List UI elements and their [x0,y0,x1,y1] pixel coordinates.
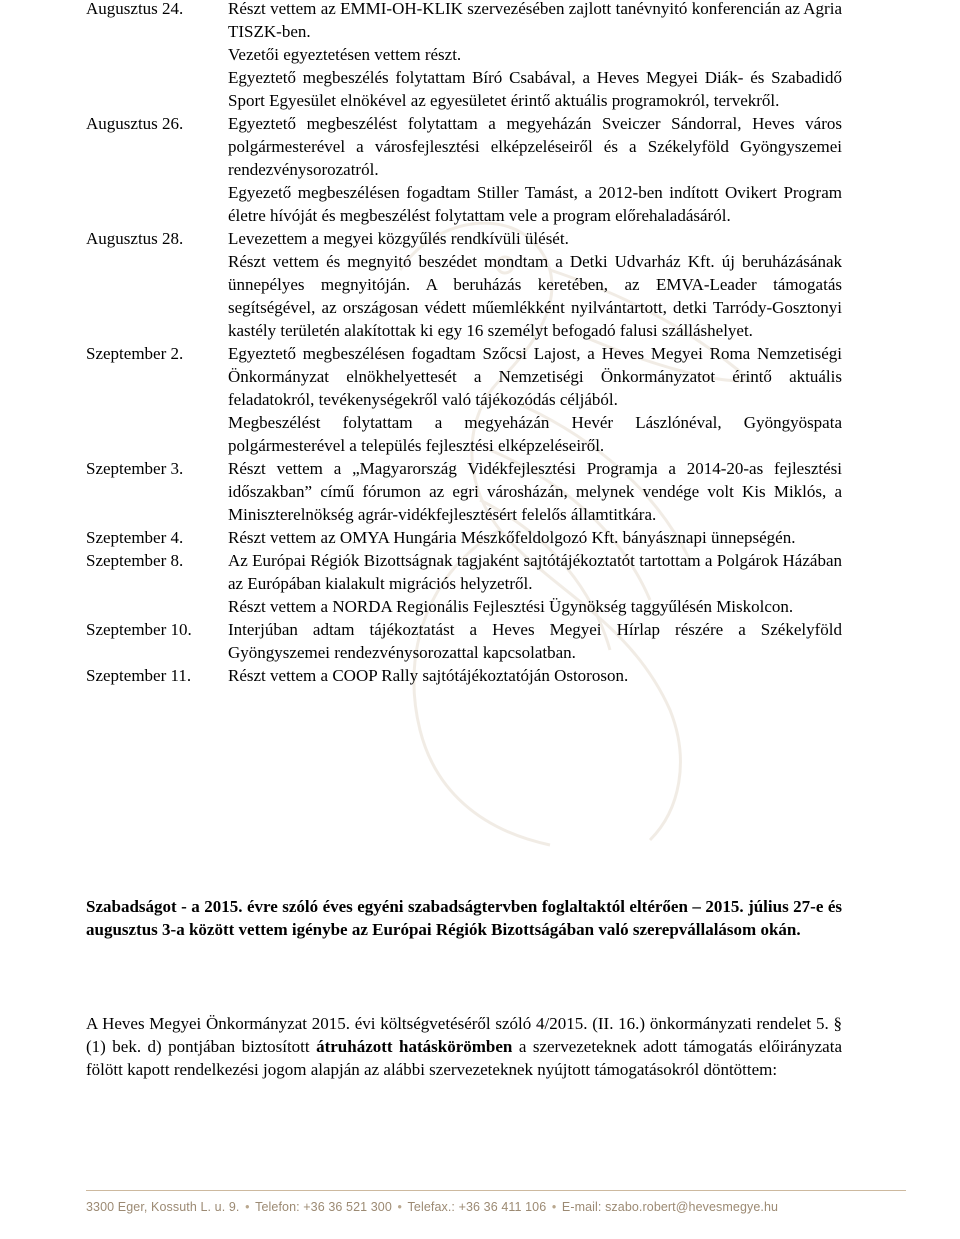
entry-paragraph: Részt vettem az OMYA Hungária Mészkőfeldolgozó Kft. bányásznapi ünnepségén. [228,528,796,547]
entry-date: Szeptember 8. [86,551,184,570]
entry-date: Augusztus 24. [86,0,184,18]
entry-body [228,664,842,687]
entry-paragraph: Egyeztető megbeszélést folytattam a megyeházán Sveiczer Sándorral, Heves város polgármesterével a városfejlesztési elképzeléseiről és a Székelyföld Gyöngyszemei rendezvénysorozatról. [228,114,842,179]
footer-fax: Telefax.: +36 36 411 106 [407,1200,547,1214]
entry-paragraph: Egyeztető megbeszélés folytattam Bíró Csabával, a Heves Megyei Diák- és Szabadidő Sport Egyesület elnökével az egyesületet érintő aktuális programokról, tervekről. [228,68,842,110]
footer [86,1200,906,1214]
footer-separator: • [548,1200,560,1214]
log-entry [86,227,842,342]
closing-paragraph [86,1012,842,1081]
entry-paragraph: Egyezető megbeszélésen fogadtam Stiller Tamást, a 2012-ben indított Ovikert Program életre hívóját és megbeszélést folytattam vele a program előrehaladásáról. [228,183,842,225]
entry-paragraph: Részt vettem a NORDA Regionális Fejlesztési Ügynökség taggyűlésén Miskolcon. [228,597,794,616]
entry-paragraph: Vezetői egyeztetésen vettem részt. [228,45,462,64]
entry-paragraph: Egyeztető megbeszélésen fogadtam Szőcsi Lajost, a Heves Megyei Roma Nemzetiségi Önkormányzat elnökhelyettesét a Nemzetiségi Önkormányzatot érintő aktuális feladatokról, tevékenységekről való tájékozódás céljából. [228,344,842,409]
footer-separator: • [241,1200,254,1214]
entry-body [228,549,842,618]
activity-log [86,0,842,687]
footer-phone: Telefon: +36 36 521 300 [255,1200,392,1214]
entry-paragraph: Részt vettem és megnyitó beszédet mondtam a Detki Udvarház Kft. új beruházásának ünnepélyes megnyitóján. A beruházás keretében, az EMVA-Leader támogatás segítségével, az országosan védett műemlékként nyilvántartott, detki Tarródy-Gosztonyi kastély területén alakítottak ki egy 16 személyt befogadó falusi szálláshelyet. [228,252,842,340]
log-entry [86,112,842,227]
entry-paragraph: Részt vettem az EMMI-OH-KLIK szervezésében zajlott tanévnyitó konferencián az Agria TISZK-ben. [228,0,842,41]
entry-date: Szeptember 10. [86,620,192,639]
entry-body [228,112,842,227]
entry-date: Augusztus 28. [86,229,184,248]
closing-text-start: A Heves Megyei Önkormányzat 2015. évi költségvetéséről szóló 4/2015. (II. 16.) önkormányzati rendelet 5. § (1) bek. d) pontjában biztosított [86,1014,842,1056]
entry-body [228,618,842,664]
entry-date: Szeptember 3. [86,459,184,478]
leave-note: Szabadságot - a 2015. évre szóló éves egyéni szabadságtervben foglaltaktól eltérően – 2015. július 27-e és augusztus 3-a között vettem igénybe az Európai Régiók Bizottságában való szerepvállalásom okán. [86,897,842,939]
entry-paragraph: Interjúban adtam tájékoztatást a Heves Megyei Hírlap részére a Székelyföld Gyöngyszemei rendezvénysorozattal kapcsolatban. [228,620,842,662]
log-entry [86,549,842,618]
log-entry [86,457,842,526]
footer-email: E-mail: szabo.robert@hevesmegye.hu [561,1200,779,1214]
footer-address: 3300 Eger, Kossuth L. u. 9. [86,1200,240,1214]
entry-paragraph: Levezettem a megyei közgyűlés rendkívüli ülését. [228,229,569,248]
entry-body [228,227,842,342]
log-entry [86,526,842,549]
entry-paragraph: Megbeszélést folytattam a megyeházán Hevér Lászlónéval, Gyöngyöspata polgármesterével a település fejlesztési elképzeléseiről. [228,413,842,455]
entry-paragraph: Az Európai Régiók Bizottságnak tagjaként sajtótájékoztatót tartottam a Polgárok Házában az Európában kialakult migrációs helyzetről. [228,551,842,593]
entry-paragraph: Részt vettem a COOP Rally sajtótájékoztatóján Ostoroson. [228,666,629,685]
entry-date: Szeptember 4. [86,528,184,547]
entry-body [228,0,842,112]
entry-body [228,457,842,526]
entry-date: Augusztus 26. [86,114,184,133]
entry-date: Szeptember 2. [86,344,184,363]
log-entry [86,664,842,687]
closing-bold-text: átruházott hatáskörömben [316,1037,513,1056]
log-entry [86,618,842,664]
entry-body [228,526,842,549]
log-entry [86,342,842,457]
log-entry [86,0,842,112]
closing-text-end: a szervezeteknek adott támogatás előirányzata fölött kapott rendelkezési jogom alapján az alábbi szervezeteknek nyújtott támogatásokról döntöttem: [86,1037,842,1079]
entry-date: Szeptember 11. [86,666,192,685]
footer-divider [86,1190,906,1191]
entry-body [228,342,842,457]
entry-paragraph: Részt vettem a „Magyarország Vidékfejlesztési Programja a 2014-20-as fejlesztési időszakban” című fórumon az egri városházán, melynek vendége volt Kis Miklós, a Miniszterelnökség agrár-vidékfejlesztésért felelős államtitkára. [228,459,842,524]
footer-separator: • [393,1200,406,1214]
